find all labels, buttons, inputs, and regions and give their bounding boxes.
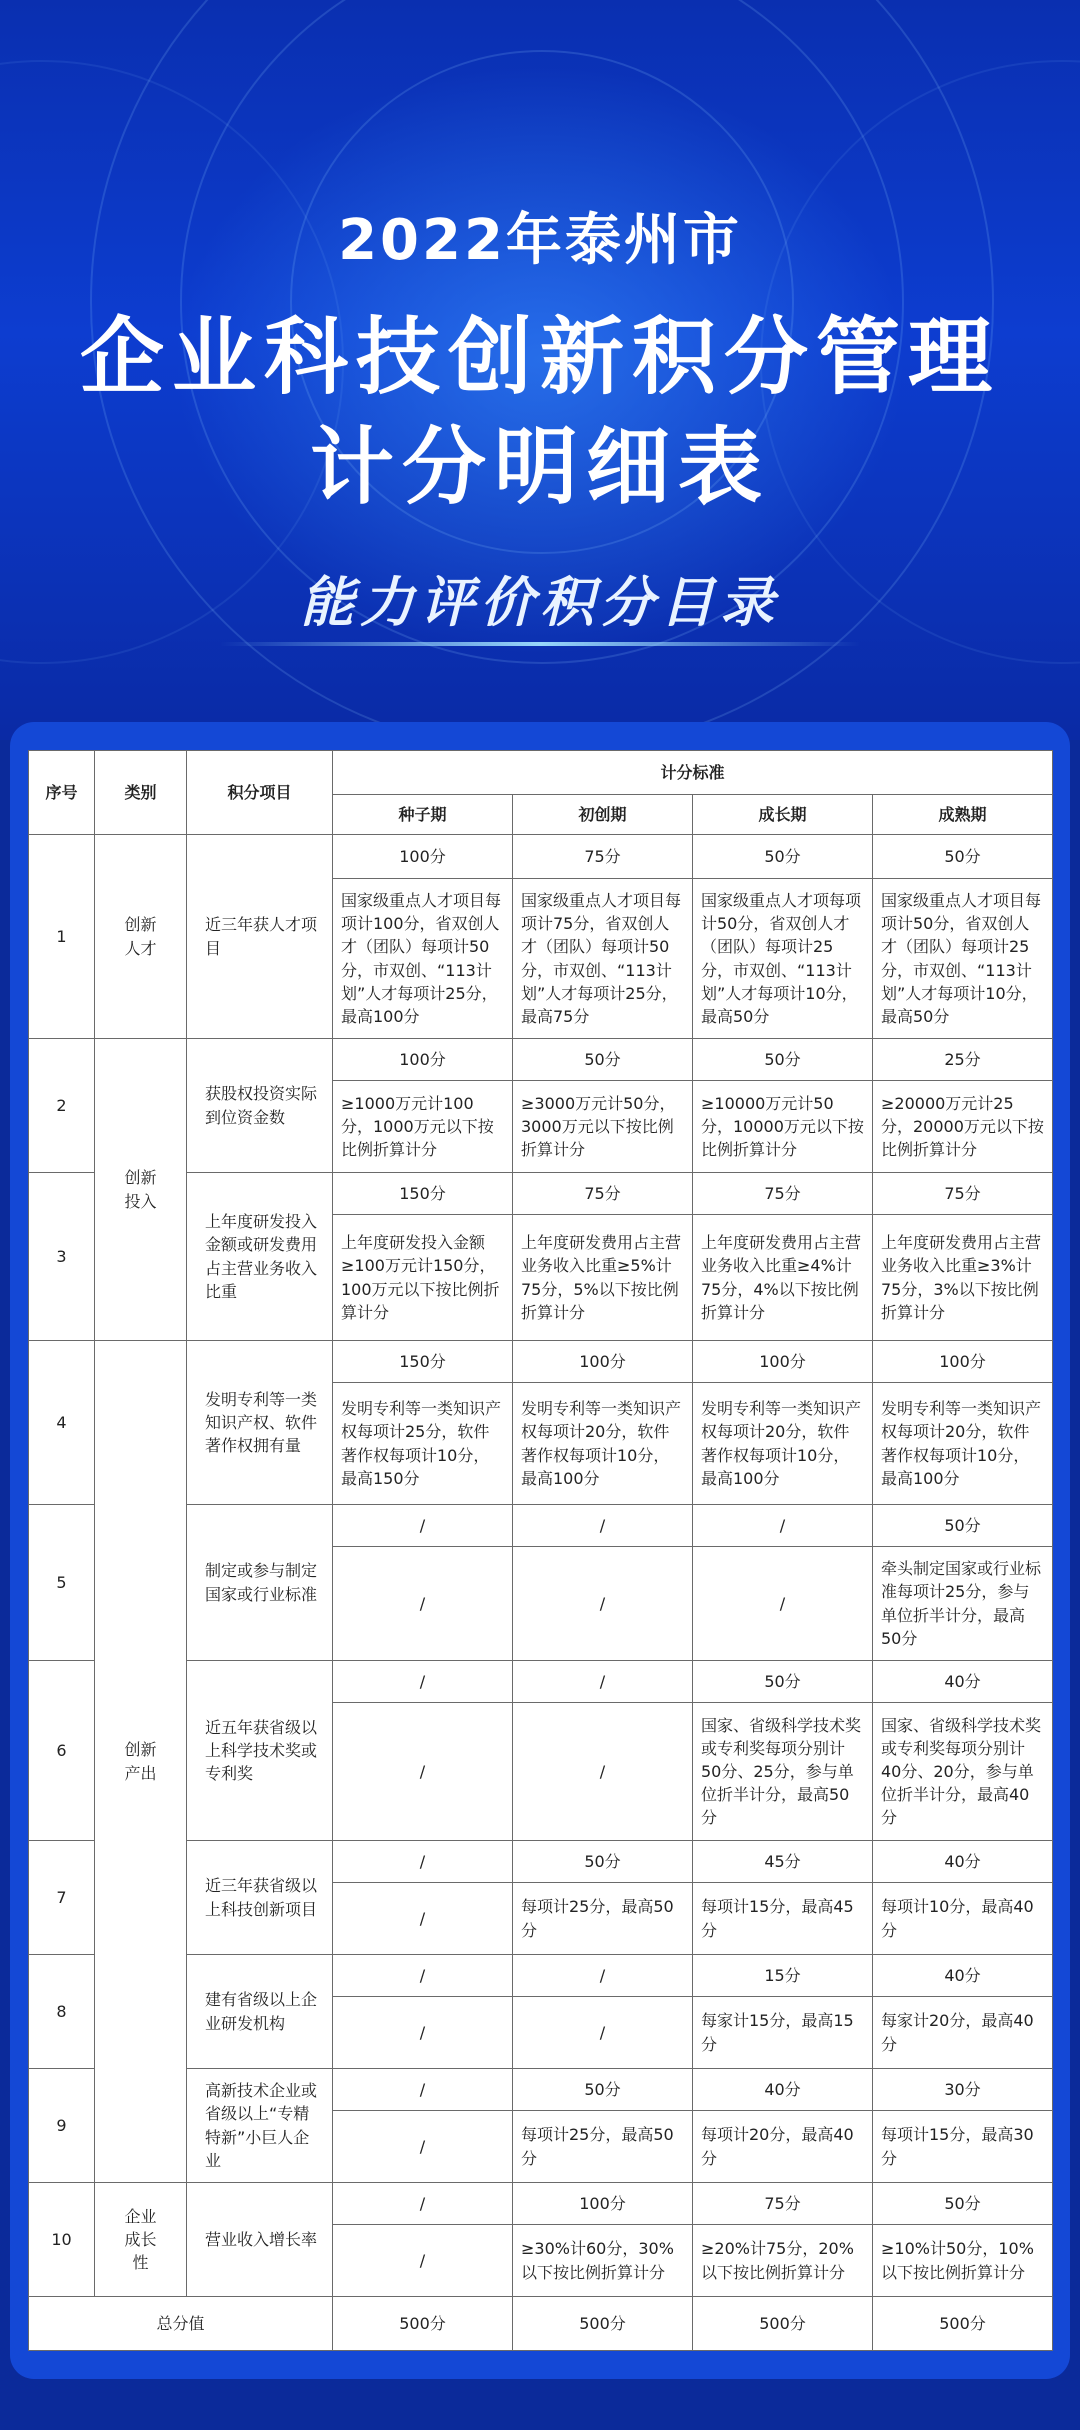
- detail-cell: /: [513, 1547, 693, 1661]
- score-item: 制定或参与制定国家或行业标准: [187, 1505, 333, 1661]
- score-cell: /: [333, 2069, 513, 2111]
- score-item: 高新技术企业或省级以上“专精特新”小巨人企业: [187, 2069, 333, 2183]
- header-item: 积分项目: [187, 751, 333, 835]
- score-cell: /: [693, 1505, 873, 1547]
- table-row: [29, 835, 1053, 879]
- table-row: [29, 1341, 1053, 1383]
- row-number: 8: [29, 1955, 95, 2069]
- score-cell: 100分: [513, 1341, 693, 1383]
- score-cell: 15分: [693, 1955, 873, 1997]
- detail-cell: ≥30%计60分，30%以下按比例折算计分: [513, 2225, 693, 2297]
- detail-cell: 发明专利等一类知识产权每项计20分，软件著作权每项计10分，最高100分: [873, 1383, 1053, 1505]
- score-item: 获股权投资实际到位资金数: [187, 1039, 333, 1173]
- detail-cell: 发明专利等一类知识产权每项计25分，软件著作权每项计10分，最高150分: [333, 1383, 513, 1505]
- score-cell: 100分: [873, 1341, 1053, 1383]
- detail-cell: /: [513, 1997, 693, 2069]
- detail-cell: /: [513, 1703, 693, 1841]
- detail-cell: ≥10%计50分，10%以下按比例折算计分: [873, 2225, 1053, 2297]
- main-title-line2: 计分明细表: [309, 418, 770, 516]
- score-cell: 50分: [693, 1661, 873, 1703]
- category-input: 创新投入: [95, 1039, 187, 1341]
- detail-cell: 每家计15分，最高15分: [693, 1997, 873, 2069]
- score-item: 营业收入增长率: [187, 2183, 333, 2297]
- score-table-container: [28, 750, 1052, 2351]
- detail-cell: /: [333, 2225, 513, 2297]
- category-growth: 企业成长性: [95, 2183, 187, 2297]
- score-item: 发明专利等一类知识产权、软件著作权拥有量: [187, 1341, 333, 1505]
- table-row: [29, 1039, 1053, 1081]
- score-cell: /: [333, 1841, 513, 1883]
- detail-cell: 上年度研发费用占主营业务收入比重≥3%计75分，3%以下按比例折算计分: [873, 1215, 1053, 1341]
- detail-cell: 国家级重点人才项目每项计75分，省双创人才（团队）每项计50分，市双创、“113计划”人才每项计25分，最高75分: [513, 879, 693, 1039]
- total-value: 500分: [513, 2297, 693, 2351]
- row-number: 1: [29, 835, 95, 1039]
- score-cell: 150分: [333, 1173, 513, 1215]
- detail-cell: 每项计15分，最高30分: [873, 2111, 1053, 2183]
- detail-cell: /: [333, 1883, 513, 1955]
- detail-cell: 发明专利等一类知识产权每项计20分，软件著作权每项计10分，最高100分: [693, 1383, 873, 1505]
- row-number: 3: [29, 1173, 95, 1341]
- header-mature: 成熟期: [873, 795, 1053, 835]
- score-cell: 100分: [333, 835, 513, 879]
- score-cell: 50分: [873, 1505, 1053, 1547]
- detail-cell: 国家级重点人才项目每项计100分，省双创人才（团队）每项计50分，市双创、“113计划”人才每项计25分，最高100分: [333, 879, 513, 1039]
- score-item: 近三年获省级以上科技创新项目: [187, 1841, 333, 1955]
- year-title: 2022年泰州市: [338, 208, 742, 273]
- detail-cell: 上年度研发费用占主营业务收入比重≥4%计75分，4%以下按比例折算计分: [693, 1215, 873, 1341]
- detail-cell: /: [693, 1547, 873, 1661]
- detail-cell: 每项计25分，最高50分: [513, 2111, 693, 2183]
- row-number: 9: [29, 2069, 95, 2183]
- score-item: 上年度研发投入金额或研发费用占主营业务收入比重: [187, 1173, 333, 1341]
- detail-cell: 发明专利等一类知识产权每项计20分，软件著作权每项计10分，最高100分: [513, 1383, 693, 1505]
- section-subtitle: 能力评价积分目录: [300, 571, 780, 634]
- category-output: 创新产出: [95, 1341, 187, 2183]
- score-cell: 50分: [693, 1039, 873, 1081]
- total-row: [29, 2297, 1053, 2351]
- score-item: 建有省级以上企业研发机构: [187, 1955, 333, 2069]
- detail-cell: /: [333, 1547, 513, 1661]
- row-number: 6: [29, 1661, 95, 1841]
- detail-cell: ≥3000万元计50分，3000万元以下按比例折算计分: [513, 1081, 693, 1173]
- row-number: 4: [29, 1341, 95, 1505]
- score-cell: /: [333, 1661, 513, 1703]
- score-cell: 75分: [513, 835, 693, 879]
- header-seed: 种子期: [333, 795, 513, 835]
- total-value: 500分: [333, 2297, 513, 2351]
- total-value: 500分: [873, 2297, 1053, 2351]
- score-cell: /: [333, 1505, 513, 1547]
- row-number: 5: [29, 1505, 95, 1661]
- header-no: 序号: [29, 751, 95, 835]
- score-cell: 150分: [333, 1341, 513, 1383]
- header-category: 类别: [95, 751, 187, 835]
- detail-cell: ≥10000万元计50分，10000万元以下按比例折算计分: [693, 1081, 873, 1173]
- table-row: [29, 2183, 1053, 2225]
- score-table: [28, 750, 1053, 2351]
- header-growth: 成长期: [693, 795, 873, 835]
- row-number: 7: [29, 1841, 95, 1955]
- score-cell: 40分: [873, 1955, 1053, 1997]
- score-cell: 75分: [693, 1173, 873, 1215]
- detail-cell: 国家、省级科学技术奖或专利奖每项分别计40分、20分，参与单位折半计分，最高40分: [873, 1703, 1053, 1841]
- detail-cell: 国家、省级科学技术奖或专利奖每项分别计50分、25分，参与单位折半计分，最高50分: [693, 1703, 873, 1841]
- detail-cell: /: [333, 1997, 513, 2069]
- header-startup: 初创期: [513, 795, 693, 835]
- score-cell: 100分: [693, 1341, 873, 1383]
- score-item: 近五年获省级以上科学技术奖或专利奖: [187, 1661, 333, 1841]
- glow-divider: [220, 642, 860, 646]
- score-item: 近三年获人才项目: [187, 835, 333, 1039]
- score-cell: 50分: [513, 2069, 693, 2111]
- score-cell: 50分: [513, 1039, 693, 1081]
- score-cell: 40分: [693, 2069, 873, 2111]
- score-cell: 100分: [513, 2183, 693, 2225]
- detail-cell: 国家级重点人才项目每项计50分，省双创人才（团队）每项计25分，市双创、“113计划”人才每项计10分，最高50分: [873, 879, 1053, 1039]
- score-cell: /: [513, 1955, 693, 1997]
- score-cell: 75分: [873, 1173, 1053, 1215]
- score-cell: 30分: [873, 2069, 1053, 2111]
- score-cell: 25分: [873, 1039, 1053, 1081]
- detail-cell: 国家级重点人才项每项计50分，省双创人才（团队）每项计25分，市双创、“113计划”人才每项计10分，最高50分: [693, 879, 873, 1039]
- score-cell: 75分: [693, 2183, 873, 2225]
- detail-cell: ≥20000万元计25分，20000万元以下按比例折算计分: [873, 1081, 1053, 1173]
- score-cell: /: [333, 1955, 513, 1997]
- total-label: 总分值: [29, 2297, 333, 2351]
- detail-cell: /: [333, 2111, 513, 2183]
- score-cell: 45分: [693, 1841, 873, 1883]
- header-banner: [0, 0, 1080, 740]
- detail-cell: 上年度研发投入金额≥100万元计150分，100万元以下按比例折算计分: [333, 1215, 513, 1341]
- detail-cell: 每项计20分，最高40分: [693, 2111, 873, 2183]
- score-cell: 40分: [873, 1661, 1053, 1703]
- score-cell: 75分: [513, 1173, 693, 1215]
- total-value: 500分: [693, 2297, 873, 2351]
- header-standard: 计分标准: [333, 751, 1053, 795]
- score-cell: 50分: [513, 1841, 693, 1883]
- score-cell: /: [513, 1505, 693, 1547]
- score-cell: /: [333, 2183, 513, 2225]
- score-cell: 40分: [873, 1841, 1053, 1883]
- detail-cell: 每家计20分，最高40分: [873, 1997, 1053, 2069]
- score-cell: 50分: [873, 2183, 1053, 2225]
- row-number: 2: [29, 1039, 95, 1173]
- main-title-line1: 企业科技创新积分管理: [79, 308, 1000, 406]
- detail-cell: ≥1000万元计100分，1000万元以下按比例折算计分: [333, 1081, 513, 1173]
- score-cell: /: [513, 1661, 693, 1703]
- category-talent: 创新人才: [95, 835, 187, 1039]
- detail-cell: 每项计25分，最高50分: [513, 1883, 693, 1955]
- detail-cell: 上年度研发费用占主营业务收入比重≥5%计75分，5%以下按比例折算计分: [513, 1215, 693, 1341]
- detail-cell: /: [333, 1703, 513, 1841]
- detail-cell: ≥20%计75分，20%以下按比例折算计分: [693, 2225, 873, 2297]
- detail-cell: 牵头制定国家或行业标准每项计25分，参与单位折半计分，最高50分: [873, 1547, 1053, 1661]
- score-cell: 50分: [873, 835, 1053, 879]
- row-number: 10: [29, 2183, 95, 2297]
- score-cell: 100分: [333, 1039, 513, 1081]
- score-cell: 50分: [693, 835, 873, 879]
- detail-cell: 每项计15分，最高45分: [693, 1883, 873, 1955]
- detail-cell: 每项计10分，最高40分: [873, 1883, 1053, 1955]
